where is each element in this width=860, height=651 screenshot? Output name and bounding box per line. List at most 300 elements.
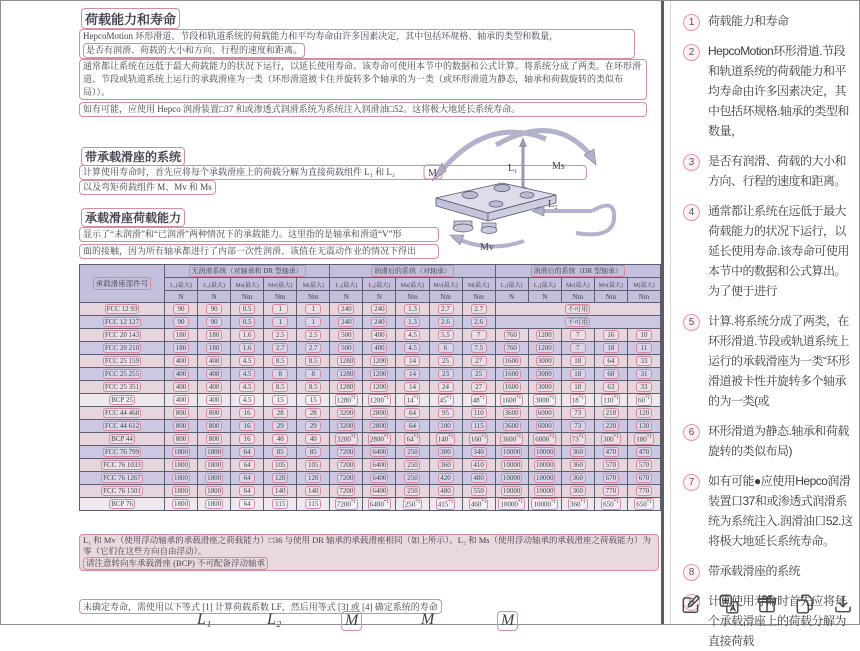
table-cell <box>396 420 429 433</box>
table-cell <box>231 355 264 368</box>
table-value: 6400 <box>372 461 387 469</box>
table-row <box>80 446 661 459</box>
table-value: 11 <box>636 343 652 353</box>
table-value: 400 <box>206 369 222 379</box>
table-cell <box>297 433 330 446</box>
annotation-sidebar <box>673 1 859 648</box>
column-header: Ms(最大) <box>561 278 594 291</box>
table-cell <box>363 433 396 446</box>
table-cell <box>462 342 495 355</box>
table-cell <box>297 446 330 459</box>
table-cell <box>429 368 462 381</box>
section-title-loaded-carriages: 带承载滑座的系统 <box>81 147 185 166</box>
table-value: 73$^{*1}$ <box>571 435 584 444</box>
formula-fragment <box>1 609 661 629</box>
table-cell <box>429 407 462 420</box>
table-cell <box>396 368 429 381</box>
annotation-number-badge: 4 <box>683 204 700 221</box>
table-value: 15 <box>305 395 321 405</box>
table-cell <box>231 433 264 446</box>
table-value: 570 <box>603 460 619 470</box>
unit-header: Nm <box>297 291 330 303</box>
table-row <box>80 485 661 498</box>
diagram-label-l2: L₂ <box>548 199 558 210</box>
table-value: 110 <box>471 408 487 418</box>
table-cell <box>264 472 297 485</box>
table-value: 180 <box>173 330 189 340</box>
table-cell <box>495 407 528 420</box>
table-value: 180 <box>206 343 222 353</box>
table-value: 5.5 <box>438 330 454 340</box>
table-value: 115 <box>305 499 321 509</box>
table-cell-part <box>80 420 165 433</box>
table-value: 14 <box>404 356 420 366</box>
table-cell <box>462 485 495 498</box>
table-cell-part <box>80 446 165 459</box>
annotation-item[interactable] <box>683 311 853 411</box>
column-header: L₁(最大) <box>495 278 528 291</box>
table-value: 7 <box>570 343 586 353</box>
annotation-text: 如有可能●应使用Hepco润滑装置口37和或渗透式润滑系统为系统注入.润滑油口52.这将极大地延长系统寿命。 <box>708 474 853 548</box>
table-cell <box>462 368 495 381</box>
table-cell <box>363 329 396 342</box>
table-value: 10000 <box>502 474 521 482</box>
table-cell <box>231 303 264 316</box>
table-value: 16 <box>239 408 255 418</box>
table-value: 400 <box>173 356 189 366</box>
table-cell <box>495 485 528 498</box>
table-cell <box>594 342 627 355</box>
table-value: 7200 <box>339 461 354 469</box>
page-title: 荷载能力和寿命 <box>81 8 180 29</box>
table-cell <box>264 329 297 342</box>
table-cell <box>297 498 330 511</box>
table-value: 240 <box>338 304 354 314</box>
table-value: 7.5 <box>471 343 487 353</box>
column-group-header <box>495 265 660 278</box>
table-value: 250 <box>404 460 420 470</box>
table-cell <box>264 342 297 355</box>
table-cell <box>495 459 528 472</box>
table-cell <box>627 420 660 433</box>
table-cell <box>165 420 198 433</box>
table-value: 1600 <box>504 357 519 365</box>
table-value: 115 <box>272 499 288 509</box>
table-footnote <box>79 534 659 571</box>
table-value: 760 <box>504 330 520 340</box>
table-value: 210 <box>603 408 619 418</box>
annotation-number-badge: 7 <box>683 474 700 491</box>
table-value: 120 <box>272 473 288 483</box>
table-cell <box>165 316 198 329</box>
table-cell <box>363 394 396 407</box>
annotation-item[interactable] <box>683 471 853 551</box>
unit-header: Nm <box>231 291 264 303</box>
table-value: 25 <box>438 356 454 366</box>
table-cell <box>330 407 363 420</box>
table-value: 3000$^{*1}$ <box>535 396 555 405</box>
table-cell <box>462 316 495 329</box>
table-value: 不可用 <box>567 318 589 326</box>
formula-symbol: M <box>497 611 518 631</box>
table-value: 14 <box>404 369 420 379</box>
table-value: 0.5 <box>239 304 255 314</box>
table-value: 7200 <box>339 487 354 495</box>
table-value: 2800$^{*1}$ <box>369 435 389 444</box>
table-cell <box>528 459 561 472</box>
table-cell <box>528 381 561 394</box>
table-units-row <box>80 291 661 303</box>
formula-symbol: L₁ <box>197 611 212 628</box>
table-cell <box>297 407 330 420</box>
table-cell <box>231 316 264 329</box>
table-value: 10000$^{*1}$ <box>533 500 556 509</box>
formula-symbol: M <box>421 611 435 628</box>
table-cell <box>462 381 495 394</box>
sidebar-toolbar <box>679 592 855 616</box>
paragraph-usage: 通常都让系统在远低于最大荷载能力的状况下运行，以延长使用寿命。该寿命可使用本节中的数据和公式计算。将系统分成了两类。在环形滑道、节段或轨道系统上运行的承载滑座为一类（环形滑道被卡住并旋转多个轴承的为一类（或环形滑道为静态，轴承和荷载旋转的类似布局））。 <box>79 59 647 100</box>
annotation-number-badge: 6 <box>683 424 700 441</box>
table-value: 220 <box>603 421 619 431</box>
download-icon[interactable] <box>831 592 855 616</box>
table-cell <box>627 498 660 511</box>
page-edge-bar[interactable] <box>661 1 664 624</box>
table-value: 110$^{*1}$ <box>603 396 619 405</box>
annotation-text: HepcoMotion环形滑道.节段和轨道系统的荷载能力和平均寿命由许多因素决定，其中包括环规格.轴承的类型和数量， <box>708 44 849 138</box>
table-value: 1200 <box>372 357 387 365</box>
unit-header: Nm <box>429 291 462 303</box>
table-value: 18$^{*1}$ <box>571 396 584 405</box>
annotation-text: 带承载滑座的系统 <box>708 564 801 578</box>
table-cell <box>165 459 198 472</box>
table-value: 360$^{*1}$ <box>570 500 586 509</box>
table-cell <box>231 342 264 355</box>
table-cell <box>264 420 297 433</box>
table-value: 8.5 <box>305 382 321 392</box>
table-value: 2.6 <box>438 317 454 327</box>
table-value: 480 <box>471 473 487 483</box>
table-cell <box>231 407 264 420</box>
table-value: 8.5 <box>305 356 321 366</box>
table-cell <box>363 316 396 329</box>
table-cell <box>264 303 297 316</box>
table-cell <box>429 485 462 498</box>
table-value: 40 <box>272 434 288 444</box>
table-value: 800 <box>206 421 222 431</box>
annotation-item[interactable] <box>683 41 853 141</box>
table-cell-part <box>80 381 165 394</box>
annotation-number-badge: 9 <box>683 594 700 611</box>
table-value: 400 <box>206 395 222 405</box>
table-cell <box>594 446 627 459</box>
table-cell <box>198 342 231 355</box>
annotation-text: 荷载能力和寿命 <box>708 14 789 28</box>
table-value: 4.5 <box>239 395 255 405</box>
table-cell-part <box>80 472 165 485</box>
annotation-text: 计算使用寿命时首先应将每个承载滑座上的荷载分解为直接荷载 <box>708 594 847 648</box>
table-cell <box>594 368 627 381</box>
table-value: 4.5 <box>239 369 255 379</box>
table-cell <box>330 329 363 342</box>
table-value: 300$^{*1}$ <box>603 435 619 444</box>
diagram-label-m: M <box>428 168 437 179</box>
table-cell <box>561 485 594 498</box>
table-value: 250 <box>404 473 420 483</box>
table-value: FCC 25 159 <box>104 357 140 365</box>
table-value: 7200$^{*1}$ <box>336 500 356 509</box>
table-value: 670 <box>636 473 652 483</box>
table-value: 160$^{*1}$ <box>470 435 487 444</box>
table-cell <box>429 459 462 472</box>
table-value: 60$^{*1}$ <box>637 396 650 405</box>
table-value: 800 <box>173 408 189 418</box>
column-header: L₁(最大) <box>165 278 198 291</box>
table-cell <box>363 472 396 485</box>
table-cell <box>297 368 330 381</box>
table-cell <box>429 472 462 485</box>
table-value: 1600 <box>504 383 519 391</box>
table-value: 360 <box>570 447 586 457</box>
table-value: 410 <box>471 460 487 470</box>
table-value: 6000 <box>537 422 552 430</box>
annotation-item[interactable] <box>683 561 853 581</box>
table-value: 105 <box>305 460 321 470</box>
table-cell <box>297 472 330 485</box>
table-cell <box>363 342 396 355</box>
diagram-label-l1: L₁ <box>508 163 518 174</box>
column-group-label: 无润滑系统（对轴承和 DR 型轴承） <box>189 265 306 277</box>
table-value: 18 <box>570 382 586 392</box>
column-group-header <box>330 265 495 278</box>
table-value: 470 <box>603 447 619 457</box>
table-value: FCC 76 1033 <box>103 461 141 469</box>
table-row <box>80 368 661 381</box>
table-value: 1800 <box>174 500 189 508</box>
table-value: 1800 <box>174 474 189 482</box>
table-value: 1800 <box>207 500 222 508</box>
table-cell <box>363 407 396 420</box>
table-value: 480 <box>438 486 454 496</box>
table-value: 10000 <box>502 461 521 469</box>
table-cell <box>330 316 363 329</box>
table-cell <box>561 420 594 433</box>
table-cell <box>462 355 495 368</box>
table-value: 3200$^{*1}$ <box>336 435 356 444</box>
column-header: Mv(最大) <box>264 278 297 291</box>
table-value: 340 <box>471 447 487 457</box>
table-cell <box>594 498 627 511</box>
table-value: 40 <box>305 434 321 444</box>
table-cell <box>363 485 396 498</box>
table-cell <box>330 381 363 394</box>
table-value: 24 <box>438 382 454 392</box>
table-value: 90 <box>206 317 222 327</box>
table-cell <box>363 498 396 511</box>
table-value: 2800 <box>372 422 387 430</box>
table-value: 8 <box>305 369 321 379</box>
table-value: FCC 20 210 <box>104 344 140 352</box>
table-cell <box>561 342 594 355</box>
table-cell <box>198 407 231 420</box>
table-value: 650$^{*1}$ <box>636 500 652 509</box>
table-cell <box>627 459 660 472</box>
table-cell <box>594 381 627 394</box>
table-cell <box>297 303 330 316</box>
table-cell <box>396 433 429 446</box>
table-cell <box>330 368 363 381</box>
table-value: 4.5 <box>239 356 255 366</box>
column-group-header <box>165 265 330 278</box>
table-value: 18 <box>603 343 619 353</box>
table-value: 1280$^{*1}$ <box>336 396 356 405</box>
table-cell <box>363 446 396 459</box>
gift-icon[interactable] <box>755 592 779 616</box>
table-value: 1200$^{*1}$ <box>369 396 389 405</box>
table-value: 6400 <box>372 448 387 456</box>
table-value: 2.5 <box>305 330 321 340</box>
table-value: 4.5 <box>404 343 420 353</box>
table-cell <box>627 342 660 355</box>
table-cell-part <box>80 303 165 316</box>
table-cell <box>627 355 660 368</box>
table-cell <box>198 472 231 485</box>
table-value: 4.5 <box>404 330 420 340</box>
table-value: FCC 76 1267 <box>103 474 141 482</box>
table-cell <box>165 381 198 394</box>
annotation-item[interactable] <box>683 11 853 31</box>
table-cell <box>495 381 528 394</box>
table-value: 不可用 <box>567 305 589 313</box>
table-value: 7 <box>471 330 487 340</box>
table-row <box>80 420 661 433</box>
column-header-part-label: 承载滑座部件号 <box>93 277 152 290</box>
table-value: 130 <box>636 421 652 431</box>
table-cell <box>264 316 297 329</box>
table-cell <box>264 381 297 394</box>
carriage-load-diagram <box>424 123 664 261</box>
table-value: 27 <box>471 382 487 392</box>
table-cell <box>561 394 594 407</box>
table-value: 1 <box>305 304 321 314</box>
table-value: 360 <box>438 460 454 470</box>
table-value: 550 <box>471 486 487 496</box>
table-value: 3600$^{*1}$ <box>502 435 522 444</box>
table-cell <box>198 459 231 472</box>
column-header: Mv(最大) <box>429 278 462 291</box>
table-value: 73 <box>570 421 586 431</box>
pane-divider <box>670 1 671 624</box>
table-value: 85 <box>305 447 321 457</box>
table-value: 400 <box>173 369 189 379</box>
column-header: M(最大) <box>297 278 330 291</box>
table-cell <box>231 420 264 433</box>
table-value: 18 <box>570 356 586 366</box>
table-cell <box>396 381 429 394</box>
unit-header: Nm <box>594 291 627 303</box>
table-row <box>80 329 661 342</box>
table-cell-part <box>80 498 165 511</box>
table-value: 1 <box>272 304 288 314</box>
table-value: 1200 <box>537 344 552 352</box>
table-cell <box>495 498 528 511</box>
table-cell <box>165 407 198 420</box>
column-header-part <box>80 265 165 303</box>
paragraph-capacity-2: 面的接触，因为所有轴承都进行了内部一次性润滑。该值在无震动作业的情况下得出 <box>79 244 439 259</box>
table-cell <box>396 316 429 329</box>
table-cell <box>231 446 264 459</box>
annotation-item[interactable] <box>683 201 853 301</box>
table-cell <box>297 355 330 368</box>
table-value: 400 <box>206 382 222 392</box>
table-value: 800 <box>173 421 189 431</box>
table-cell <box>594 472 627 485</box>
table-cell <box>264 394 297 407</box>
table-value: BCP 76 <box>111 500 133 508</box>
unit-header: N <box>495 291 528 303</box>
table-cell <box>330 303 363 316</box>
table-value: 2.7 <box>305 343 321 353</box>
copy-icon[interactable] <box>793 592 817 616</box>
table-cell <box>627 485 660 498</box>
table-cell <box>627 394 660 407</box>
table-value: 10000$^{*1}$ <box>500 500 523 509</box>
table-value: FCC 25 255 <box>104 370 140 378</box>
table-cell <box>462 303 495 316</box>
translate-icon[interactable] <box>717 592 741 616</box>
annotation-item[interactable] <box>683 421 853 461</box>
table-cell <box>561 368 594 381</box>
annotation-number-badge: 8 <box>683 564 700 581</box>
table-cell <box>297 381 330 394</box>
unit-header: N <box>165 291 198 303</box>
table-cell <box>528 329 561 342</box>
table-value: 400 <box>371 343 387 353</box>
table-cell <box>396 329 429 342</box>
annotation-item[interactable] <box>683 151 853 191</box>
table-cell <box>495 394 528 407</box>
table-cell <box>198 381 231 394</box>
table-cell <box>396 355 429 368</box>
table-value: FCC 12 93 <box>106 305 138 313</box>
table-cell <box>363 368 396 381</box>
table-value: 64 <box>239 499 255 509</box>
table-cell <box>528 485 561 498</box>
table-cell <box>528 394 561 407</box>
edit-icon[interactable] <box>679 592 703 616</box>
table-value: 10000 <box>535 487 554 495</box>
table-value: 10000 <box>535 448 554 456</box>
table-cell-part <box>80 433 165 446</box>
table-value: BCP 25 <box>111 396 133 404</box>
table-value: 240 <box>338 317 354 327</box>
table-cell <box>627 329 660 342</box>
table-cell <box>495 368 528 381</box>
table-value: 95 <box>438 408 454 418</box>
table-value: 800 <box>206 408 222 418</box>
column-group-label: 润滑后的系统（DR 型轴承） <box>531 265 625 277</box>
table-value: 45$^{*1}$ <box>439 396 452 405</box>
column-group-label: 润滑后的系统（对轴承） <box>371 265 454 277</box>
table-value: 180 <box>173 343 189 353</box>
table-value: 64 <box>603 356 619 366</box>
diagram-label-mv: Mv <box>480 242 494 253</box>
table-row <box>80 472 661 485</box>
table-cell <box>363 459 396 472</box>
column-header: Mv(最大) <box>594 278 627 291</box>
table-row <box>80 381 661 394</box>
table-value: 1280 <box>339 370 354 378</box>
table-cell <box>528 368 561 381</box>
